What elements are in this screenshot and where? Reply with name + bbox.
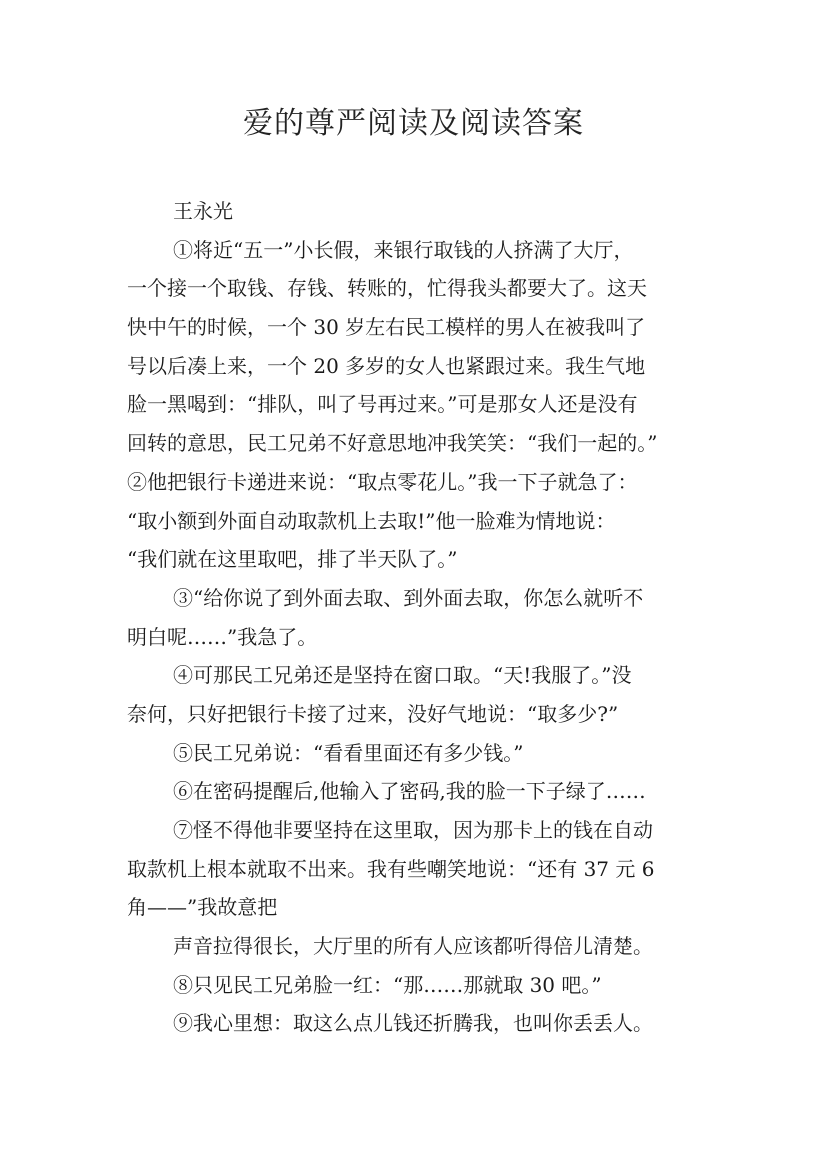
author-line: 王永光 (173, 199, 233, 223)
text-line: 回转的意思，民工兄弟不好意思地冲我笑笑：“我们一起的。” (127, 431, 658, 456)
text-line: ⑨我心里想：取这么点儿钱还折腾我，也叫你丢丢人。 (173, 1011, 653, 1036)
text-line: 角——”我故意把 (127, 895, 278, 920)
text-line: 奈何，只好把银行卡接了过来，没好气地说：“取多少?” (127, 701, 619, 726)
text-line: ⑥在密码提醒后,他输入了密码,我的脸一下子绿了…… (173, 779, 646, 804)
text-line: 快中午的时候，一个 30 岁左右民工模样的男人在被我叫了 (127, 315, 646, 340)
text-line: ⑧只见民工兄弟脸一红：“那……那就取 30 吧。” (173, 972, 602, 997)
document-title: 爱的尊严阅读及阅读答案 (243, 106, 584, 141)
text-line: ②他把银行卡递进来说：“取点零花儿。”我一下子就急了： (127, 469, 638, 494)
text-line: “我们就在这里取吧，排了半天队了。” (127, 547, 458, 572)
text-line: 一个接一个取钱、存钱、转账的，忙得我头都要大了。这天 (127, 276, 647, 301)
text-line: 明白呢……”我急了。 (127, 624, 318, 649)
text-line: 取款机上根本就取不出来。我有些嘲笑地说：“还有 37 元 6 (127, 856, 655, 881)
text-line: ⑦怪不得他非要坚持在这里取，因为那卡上的钱在自动 (173, 818, 653, 842)
text-line: “取小额到外面自动取款机上去取!”他一脸难为情地说： (127, 508, 616, 533)
text-line: 声音拉得很长，大厅里的所有人应该都听得倍儿清楚。 (173, 934, 653, 959)
text-line: 号以后凑上来，一个 20 多岁的女人也紧跟过来。我生气地 (127, 353, 646, 378)
text-line: 脸一黑喝到：“排队，叫了号再过来。”可是那女人还是没有 (127, 392, 638, 417)
text-line: ④可那民工兄弟还是坚持在窗口取。“天!我服了。”没 (173, 663, 632, 688)
text-line: ①将近“五一”小长假，来银行取钱的人挤满了大厅， (173, 237, 634, 262)
document-body (127, 192, 727, 1043)
text-line: ⑤民工兄弟说：“看看里面还有多少钱。” (173, 740, 524, 765)
text-line: ③“给你说了到外面去取、到外面去取，你怎么就听不 (173, 585, 644, 610)
